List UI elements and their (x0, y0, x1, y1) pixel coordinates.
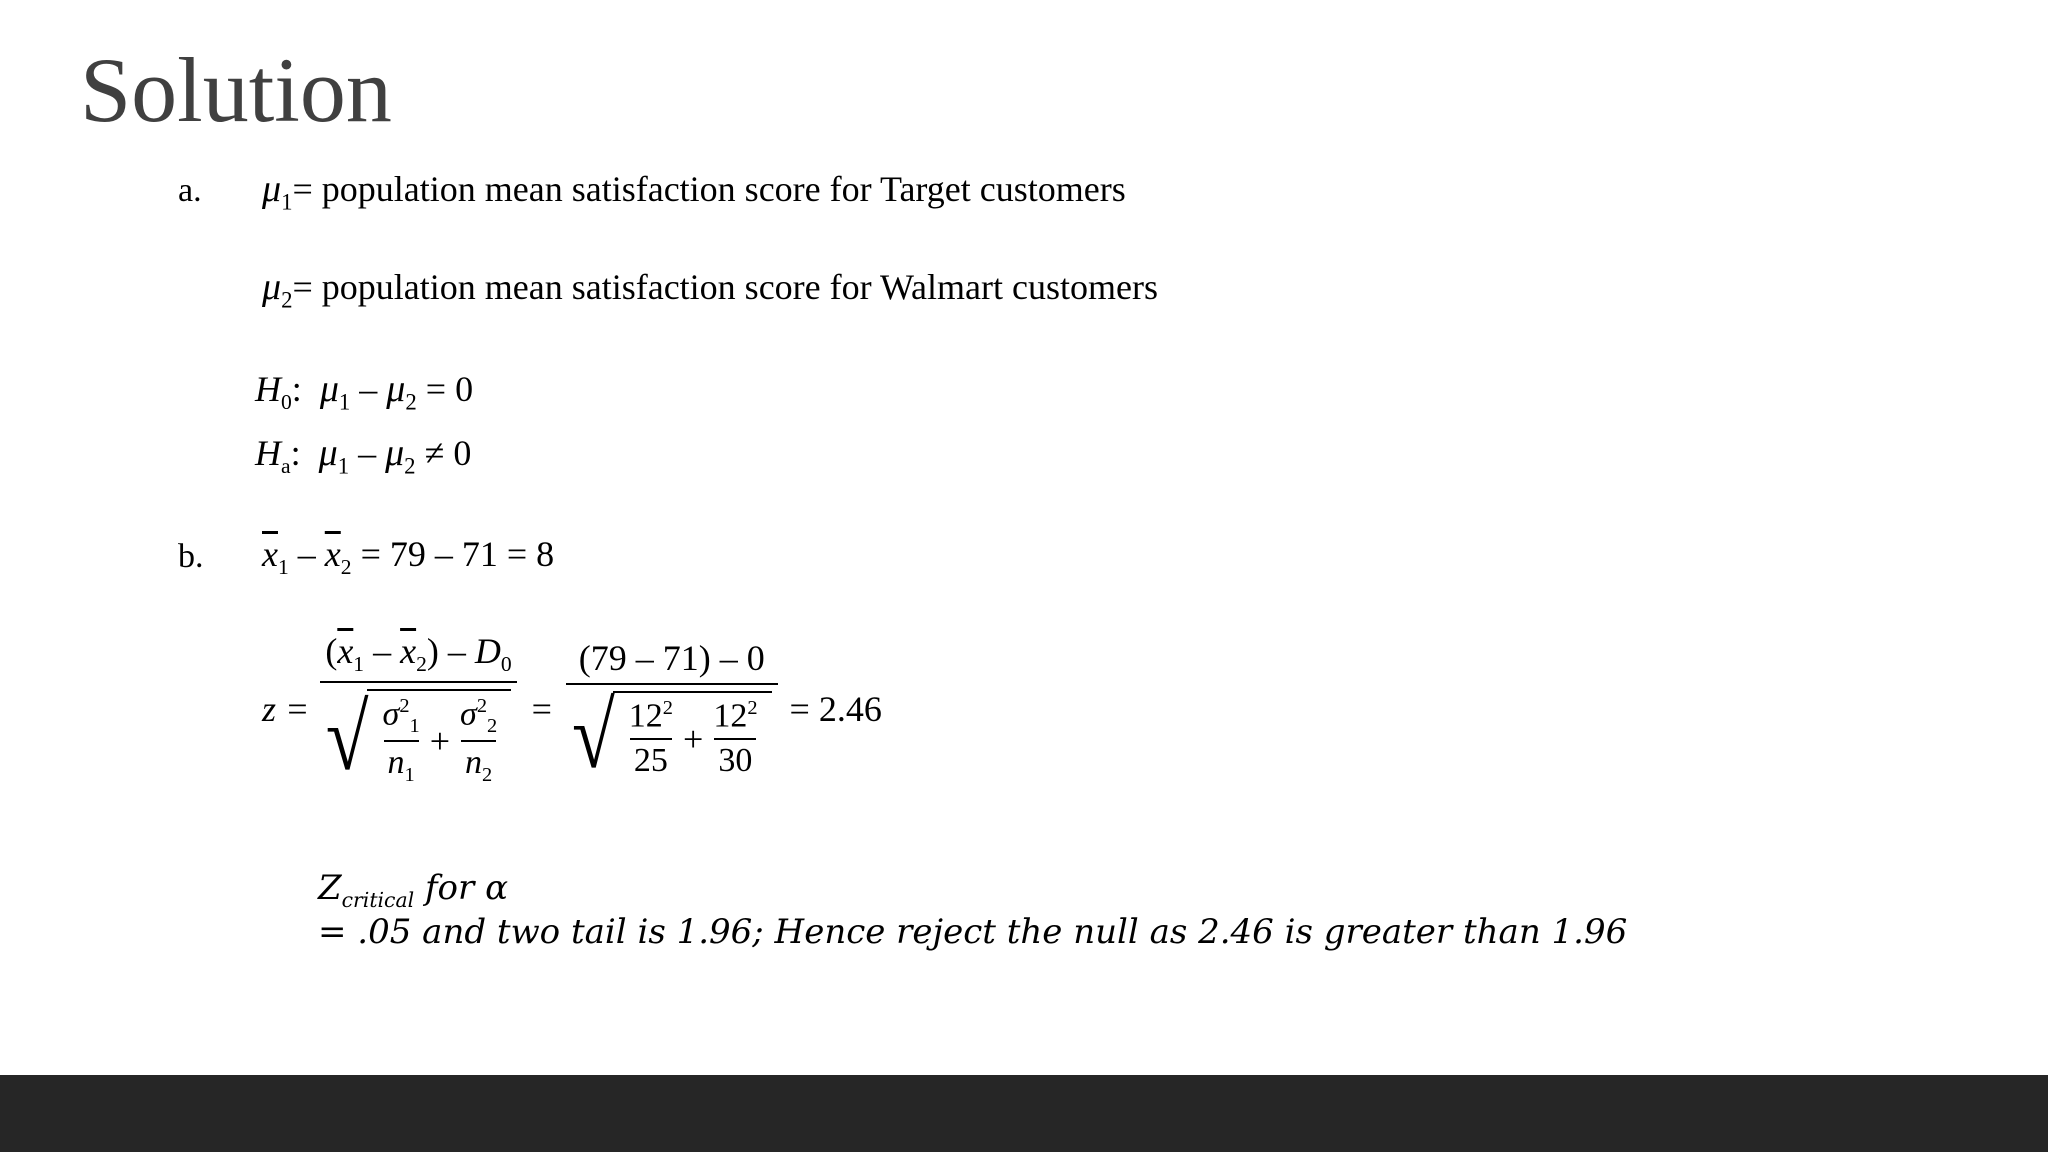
footer-bar (0, 1075, 2048, 1152)
mu2-text: = population mean satisfaction score for Walmart customers (292, 267, 1158, 307)
difference-expression: = 79 – 71 = 8 (360, 534, 555, 574)
z-result: = 2.46 (789, 688, 882, 729)
mu1-definition (262, 170, 1126, 214)
alt-hypothesis: $H_a$: $\mu_1 - \mu_2 \ne 0$ (255, 432, 472, 479)
part-b-label: b. (178, 538, 204, 575)
mu1-text: = population mean satisfaction score for Target customers (292, 169, 1126, 209)
h0-letter: H (255, 369, 281, 409)
numerator-tail: – D (447, 631, 501, 671)
difference-of-means: $\overline{x}_1 - \overline{x}_2 = 79 - 71 = 8$ (262, 534, 555, 580)
part-a-label: a. (178, 172, 202, 209)
slide-title: Solution (80, 39, 392, 141)
symbolic-fraction: $(\overline{x}_1 - \overline{x}_2) - D_0$ √ $\sigma^2_1$ $n_1$ + $\sigma^2_2$ $n_2$ (319, 630, 517, 787)
ha-letter: H (255, 433, 281, 473)
mu1-symbol: $\mu_1$ (262, 168, 293, 215)
h0-expression: = 0 (425, 369, 474, 409)
conclusion-line-1: $Z_{critical}$ for α (318, 868, 509, 912)
z-variable: z = (262, 688, 310, 729)
numeric-numerator: (79 – 71) – 0 (578, 638, 765, 679)
ha-sub: a (281, 454, 291, 479)
z-formula: z = $(\overline{x}_1 - \overline{x}_2) - D_0$ √ $\sigma^2_1$ $n_1$ + $\sigma^2_2$ $n_2$ = (79 – 71) – 0 √ $12^2$ 25 + $12^2$ 30 = 2.46 (262, 631, 882, 790)
sqrt-symbol: √ (325, 685, 369, 790)
ha-expression: ≠ 0 (424, 433, 472, 473)
h0-sub: 0 (281, 390, 292, 415)
null-hypothesis: $H_0$: $\mu_1 - \mu_2 = 0$ (255, 368, 474, 415)
numeric-fraction: (79 – 71) – 0 √ $12^2$ 25 + $12^2$ 30 (566, 637, 778, 779)
mu2-symbol: $\mu_2$ (262, 266, 293, 313)
mu2-definition (262, 268, 1158, 312)
conclusion-line-2: = .05 and two tail is 1.96; Hence reject the null as 2.46 is greater than 1.96 (318, 912, 1628, 952)
